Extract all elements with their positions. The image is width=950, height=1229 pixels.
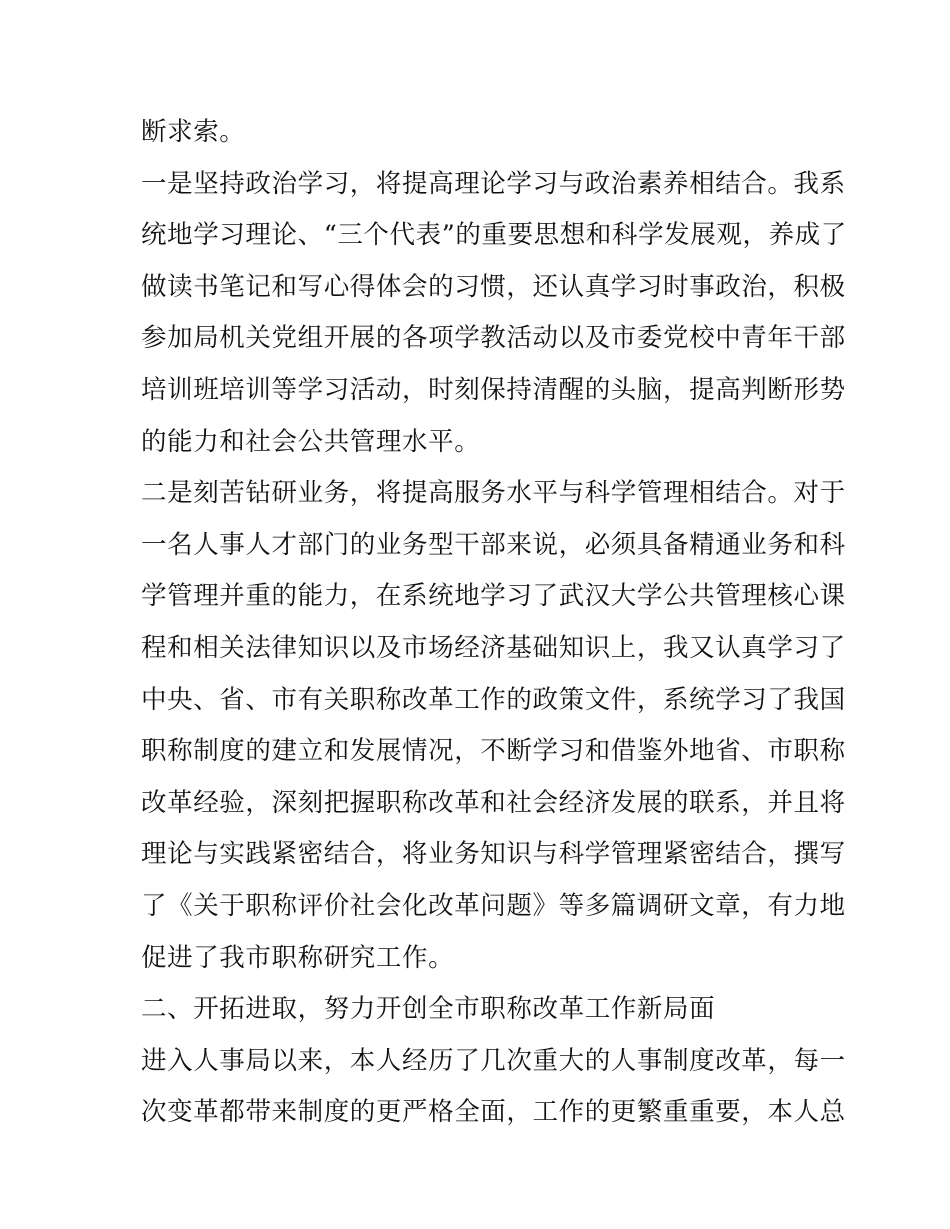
text-line: 了《关于职称评价社会化改革问题》等多篇调研文章，有力地 — [141, 890, 846, 921]
text-line: 断求索。 — [141, 117, 246, 147]
text-line: 改革经验，深刻把握职称改革和社会经济发展的联系，并且将 — [141, 787, 846, 818]
text-line: 二是刻苦钻研业务，将提高服务水平与科学管理相结合。对于 — [141, 478, 846, 509]
text-line: 理论与实践紧密结合，将业务知识与科学管理紧密结合，撰写 — [141, 839, 846, 870]
text-line: 一是坚持政治学习，将提高理论学习与政治素养相结合。我系 — [141, 168, 846, 199]
text-line: 学管理并重的能力，在系统地学习了武汉大学公共管理核心课 — [141, 581, 846, 612]
text-line: 统地学习理论、“三个代表”的重要思想和科学发展观，养成了 — [141, 220, 847, 251]
text-line: 程和相关法律知识以及市场经济基础知识上，我又认真学习了 — [141, 632, 846, 663]
text-line: 参加局机关党组开展的各项学教活动以及市委党校中青年干部 — [141, 323, 846, 354]
text-line: 培训班培训等学习活动，时刻保持清醒的头脑，提高判断形势 — [141, 374, 846, 405]
text-line: 一名人事人才部门的业务型干部来说，必须具备精通业务和科 — [141, 529, 846, 560]
text-line: 的能力和社会公共管理水平。 — [141, 426, 481, 457]
text-line: 中央、省、市有关职称改革工作的政策文件，系统学习了我国 — [141, 684, 846, 715]
text-line: 进入人事局以来，本人经历了几次重大的人事制度改革，每一 — [141, 1045, 846, 1076]
text-line: 职称制度的建立和发展情况，不断学习和借鉴外地省、市职称 — [141, 736, 846, 767]
body-text — [141, 107, 847, 1139]
text-line: 次变革都带来制度的更严格全面，工作的更繁重重要，本人总 — [141, 1097, 846, 1128]
section-heading: 二、开拓进取，努力开创全市职称改革工作新局面 — [141, 994, 716, 1025]
text-line: 促进了我市职称研究工作。 — [141, 942, 455, 973]
text-line: 做读书笔记和写心得体会的习惯，还认真学习时事政治，积极 — [141, 271, 846, 302]
